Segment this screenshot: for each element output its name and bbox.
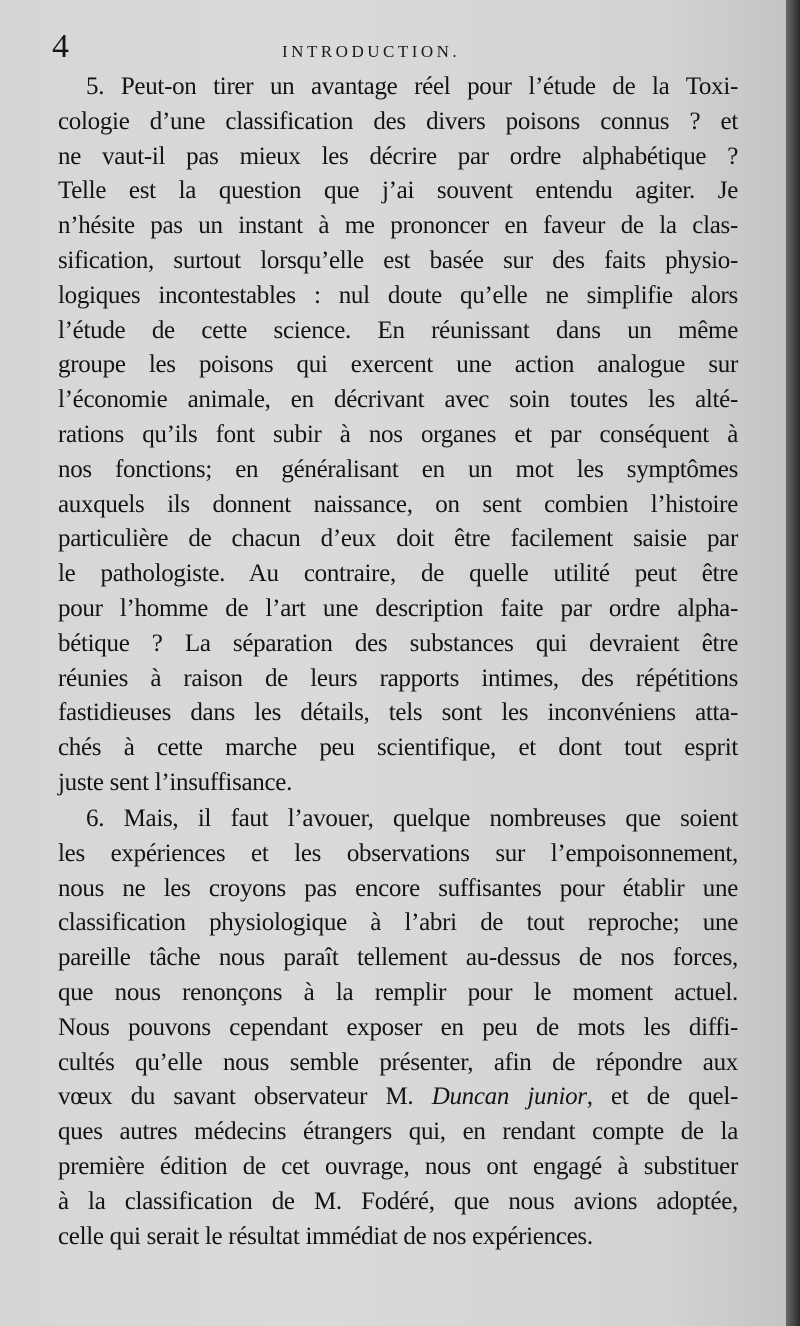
paragraph-5 bbox=[58, 70, 738, 801]
running-head bbox=[44, 28, 744, 68]
text-line: nous ne les croyons pas encore suffisantes pour établir une bbox=[58, 874, 738, 902]
text-line: Telle est la question que j’ai souvent entendu agiter. Je bbox=[58, 177, 738, 205]
text-line: logiques incontestables : nul doute qu’elle ne simplifie alors bbox=[58, 281, 738, 309]
text-line: groupe les poisons qui exercent une action analogue sur bbox=[58, 351, 738, 379]
text-line: juste sent l’insuffisance. bbox=[58, 768, 293, 796]
text-line: l’économie animale, en décrivant avec soin toutes les alté- bbox=[58, 386, 738, 414]
text-line: fastidieuses dans les détails, tels sont les inconvéniens atta- bbox=[58, 699, 738, 727]
page-number: 4 bbox=[52, 28, 69, 65]
text-line: les expériences et les observations sur l’empoisonnement, bbox=[58, 839, 738, 867]
text-line: bétique ? La séparation des substances qui devraient être bbox=[58, 629, 738, 657]
text-line: Nous pouvons cependant exposer en peu de mots les diffi- bbox=[58, 1013, 738, 1041]
text-line: celle qui serait le résultat immédiat de nos expériences. bbox=[58, 1222, 593, 1250]
text-line: à la classification de M. Fodéré, que nous avions adoptée, bbox=[58, 1187, 738, 1215]
text-line: l’étude de cette science. En réunissant dans un même bbox=[58, 316, 738, 344]
text-line: auxquels ils donnent naissance, on sent combien l’histoire bbox=[58, 490, 738, 518]
text-line: le pathologiste. Au contraire, de quelle utilité peut être bbox=[58, 560, 738, 588]
paragraph-6 bbox=[58, 802, 738, 1254]
text-line: 5. Peut-on tirer un avantage réel pour l’étude de la Toxi- bbox=[86, 73, 738, 100]
italic-name: Duncan junior bbox=[431, 1083, 587, 1111]
text-segment: vœux du savant observateur M. bbox=[58, 1083, 432, 1111]
text-line: chés à cette marche peu scientifique, et dont tout esprit bbox=[58, 734, 738, 762]
text-line: classification physiologique à l’abri de tout reproche; une bbox=[58, 909, 738, 937]
text-line: cultés qu’elle nous semble présenter, afin de répondre aux bbox=[58, 1048, 738, 1076]
running-head-title: INTRODUCTION. bbox=[282, 42, 461, 61]
text-line: pareille tâche nous paraît tellement au-dessus de nos forces, bbox=[58, 944, 738, 972]
text-line: ne vaut-il pas mieux les décrire par ordre alphabétique ? bbox=[58, 142, 738, 170]
text-line: pour l’homme de l’art une description faite par ordre alpha- bbox=[58, 594, 738, 622]
text-line: rations qu’ils font subir à nos organes et par conséquent à bbox=[58, 420, 738, 448]
text-line: particulière de chacun d’eux doit être facilement saisie par bbox=[58, 525, 738, 553]
page-edge-shadow bbox=[786, 0, 800, 1326]
text-line: ques autres médecins étrangers qui, en rendant compte de la bbox=[58, 1118, 738, 1146]
text-line: 6. Mais, il faut l’avouer, quelque nombreuses que soient bbox=[86, 805, 738, 832]
text-line: sification, surtout lorsqu’elle est basée sur des faits physio- bbox=[58, 246, 738, 274]
text-line: première édition de cet ouvrage, nous ont engagé à substituer bbox=[58, 1152, 738, 1180]
text-segment: , et de quel- bbox=[586, 1083, 739, 1111]
text-line: cologie d’une classification des divers poisons connus ? et bbox=[58, 107, 738, 135]
text-line: réunies à raison de leurs rapports intimes, des répétitions bbox=[58, 664, 738, 692]
text-line-with-italic bbox=[58, 1080, 738, 1115]
text-line: n’hésite pas un instant à me prononcer en faveur de la clas- bbox=[58, 212, 738, 240]
text-line: que nous renonçons à la remplir pour le moment actuel. bbox=[58, 978, 738, 1006]
text-line: nos fonctions; en généralisant en un mot les symptômes bbox=[58, 455, 738, 483]
